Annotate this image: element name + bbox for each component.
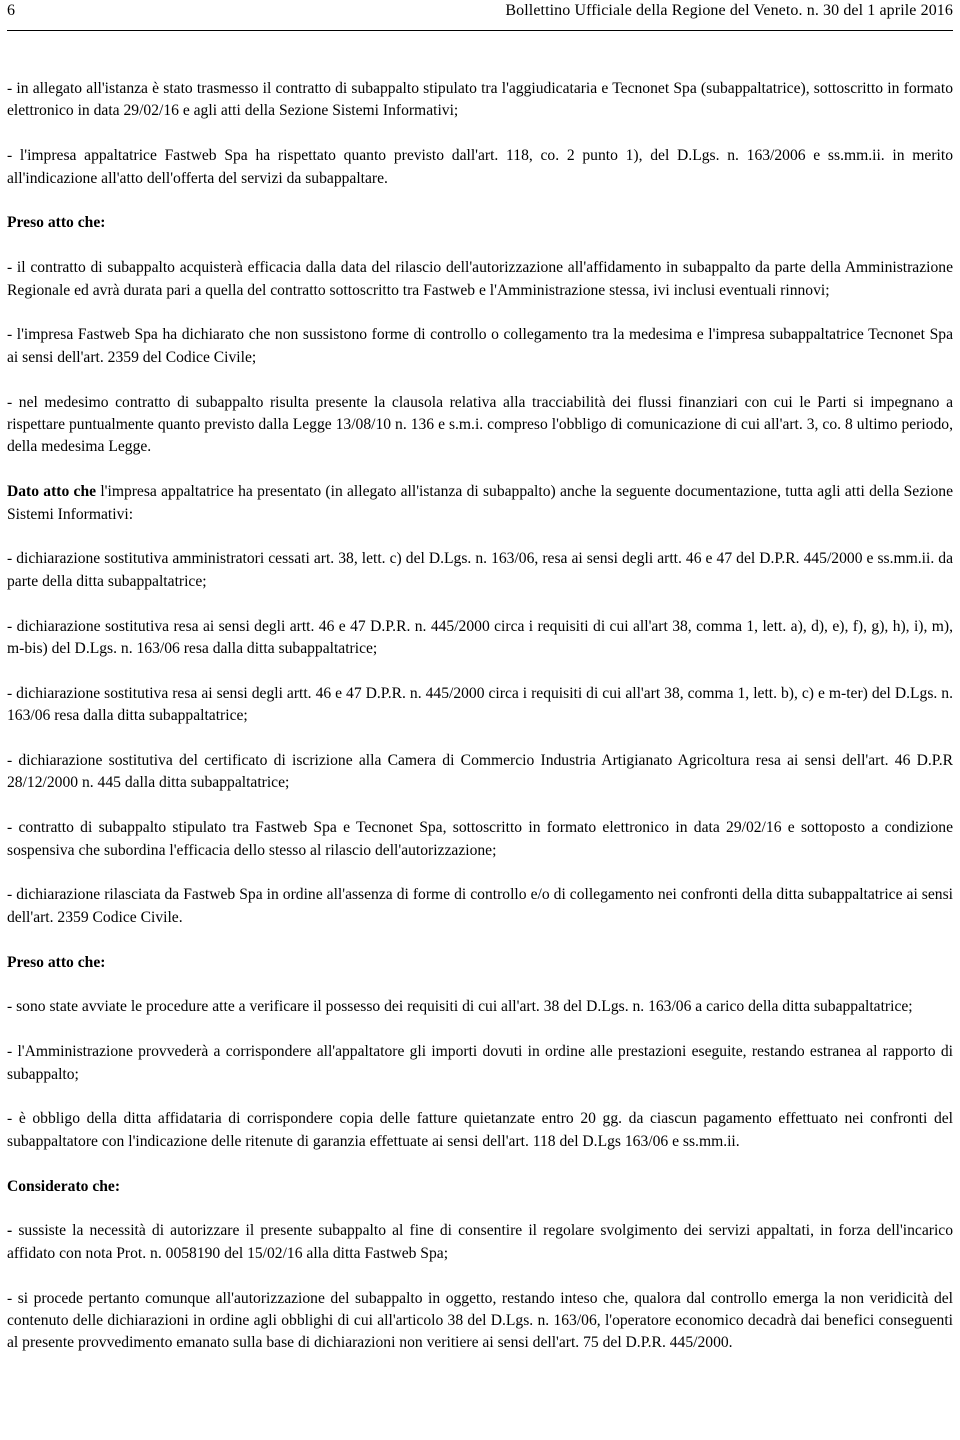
bulletin-title: Bollettino Ufficiale della Regione del Veneto. n. 30 del 1 aprile 2016 bbox=[505, 2, 953, 19]
page-header bbox=[7, 0, 953, 31]
list-item-dichiarazione-fastweb: - dichiarazione rilasciata da Fastweb Spa in ordine all'assenza di forme di controllo e/o di collegamento nei confronti della ditta subappaltatrice ai sensi dell'art. 2359 Codice Civile. bbox=[7, 886, 953, 926]
heading-preso-atto-1: Preso atto che: bbox=[7, 214, 106, 232]
list-item-contratto-subappalto: - contratto di subappalto stipulato tra Fastweb Spa e Tecnonet Spa, sottoscritto in formato elettronico in data 29/02/16 e sottoposto a condizione sospensiva che subordina l'efficacia dello stesso al rilascio dell'autorizzazione; bbox=[7, 819, 953, 859]
list-item-camera-commercio: - dichiarazione sostitutiva del certificato di iscrizione alla Camera di Commercio Industria Artigianato Agricoltura resa ai sensi dell'art. 46 D.P.R 28/12/2000 n. 445 dalla ditta subappaltatrice; bbox=[7, 752, 953, 792]
heading-preso-atto-2: Preso atto che: bbox=[7, 953, 106, 971]
paragraph-corrispondere-importi: - l'Amministrazione provvederà a corrispondere all'appaltatore gli importi dovuti in ordine alle prestazioni eseguite, restando estranea al rapporto di subappalto; bbox=[7, 1043, 953, 1083]
paragraph-necessita-autorizzare bbox=[7, 1220, 953, 1265]
paragraph-autorizzazione: - si procede pertanto comunque all'autorizzazione del subappalto in oggetto, restando inteso che, qualora dal controllo emerga la non veridicità del contenuto delle dichiarazioni in ordine agli obblighi di cui all'articolo 38 del D.Lgs. n. 163/06, l'operatore economico decadrà dai benefici conseguenti al presente provvedimento emanato sulla base di dichiarazioni non veritiere ai sensi dell'art. 75 del D.P.R. 445/2000. bbox=[7, 1289, 953, 1352]
paragraph-verifica-requisiti: - sono state avviate le procedure atte a verificare il possesso dei requisiti di cui all'art. 38 del D.Lgs. n. 163/06 a carico della ditta subappaltatrice; bbox=[7, 998, 913, 1016]
list-item-requisiti-b: - dichiarazione sostitutiva resa ai sensi degli artt. 46 e 47 D.P.R. n. 445/2000 circa i requisiti di cui all'art 38, comma 1, lett. b), c) e m-ter) del D.Lgs. n. 163/06 resa dalla ditta subappaltatrice; bbox=[7, 684, 953, 725]
heading-considerato: Considerato che: bbox=[7, 1177, 121, 1195]
list-item-amministratori-cessati: - dichiarazione sostitutiva amministratori cessati art. 38, lett. c) del D.Lgs. n. 163/06, resa ai sensi degli artt. 46 e 47 del D.P.R. 445/2000 e ss.mm.ii. da parte della ditta subappaltatrice; bbox=[7, 550, 953, 590]
paragraph-contratto-allegato: - in allegato all'istanza è stato trasmesso il contratto di subappalto stipulato tra l'aggiudicataria e Tecnonet Spa (subappaltatrice), sottoscritto in formato elettronico in data 29/02/16 e agli atti della Sezione Sistemi Informativi; bbox=[7, 80, 953, 120]
paragraph-tracciabilita: - nel medesimo contratto di subappalto risulta presente la clausola relativa alla tracciabilità dei flussi finanziari con cui le Parti si impegnano a rispettare puntualmente quanto previsto dalla Legge 13/08/10 n. 136 e s.m.i. compreso l'obbligo di comunicazione di cui all'art. 3, co. 8 ultimo periodo, della medesima Legge. bbox=[7, 393, 953, 456]
paragraph-obbligo-fatture: - è obbligo della ditta affidataria di corrispondere copia delle fatture quietanzate entro 20 gg. da ciascun pagamento effettuato nei confronti del subappaltatore con l'indicazione delle ritenute di garanzia effettuate ai sensi dell'art. 118 del D.Lgs 163/06 e ss.mm.ii. bbox=[7, 1110, 953, 1150]
document-body bbox=[7, 78, 953, 1377]
dato-atto-text: l'impresa appaltatrice ha presentato (in allegato all'istanza di subappalto) anche la seguente documentazione, tutta agli atti della Sezione Sistemi Informativi: bbox=[7, 483, 953, 523]
necessita-text: sussiste la necessità di autorizzare il presente subappalto al fine di consentire il regolare svolgimento dei servizi appaltati, in forza dell'incarico affidato con nota Prot. n. 0058190 del 15/02/16 alla ditta Fastweb Spa; bbox=[7, 1222, 953, 1262]
dash-bold: - bbox=[7, 1222, 13, 1240]
paragraph-fastweb-rispettato: - l'impresa appaltatrice Fastweb Spa ha rispettato quanto previsto dall'art. 118, co. 2 punto 1), del D.Lgs. n. 163/2006 e ss.mm.ii. in merito all'indicazione all'atto dell'offerta del servizi da subappaltare. bbox=[7, 147, 953, 187]
paragraph-efficacia: - il contratto di subappalto acquisterà efficacia dalla data del rilascio dell'autorizzazione all'affidamento in subappalto da parte della Amministrazione Regionale ed avrà durata pari a quella del contratto sottoscritto tra Fastweb e l'Amministrazione stessa, ivi inclusi eventuali rinnovi; bbox=[7, 259, 953, 299]
paragraph-controllo-collegamento: - l'impresa Fastweb Spa ha dichiarato che non sussistono forme di controllo o collegamento tra la medesima e l'impresa subappaltatrice Tecnonet Spa ai sensi dell'art. 2359 del Codice Civile; bbox=[7, 326, 953, 366]
list-item-requisiti-a: - dichiarazione sostitutiva resa ai sensi degli artt. 46 e 47 D.P.R. n. 445/2000 circa i requisiti di cui all'art 38, comma 1, lett. a), d), e), f), g), h), i), m), m-bis) del D.Lgs. n. 163/06 resa dalla ditta subappaltatrice; bbox=[7, 617, 953, 658]
paragraph-dato-atto bbox=[7, 481, 953, 526]
dato-atto-label: Dato atto che bbox=[7, 483, 97, 501]
page-number: 6 bbox=[7, 2, 15, 19]
